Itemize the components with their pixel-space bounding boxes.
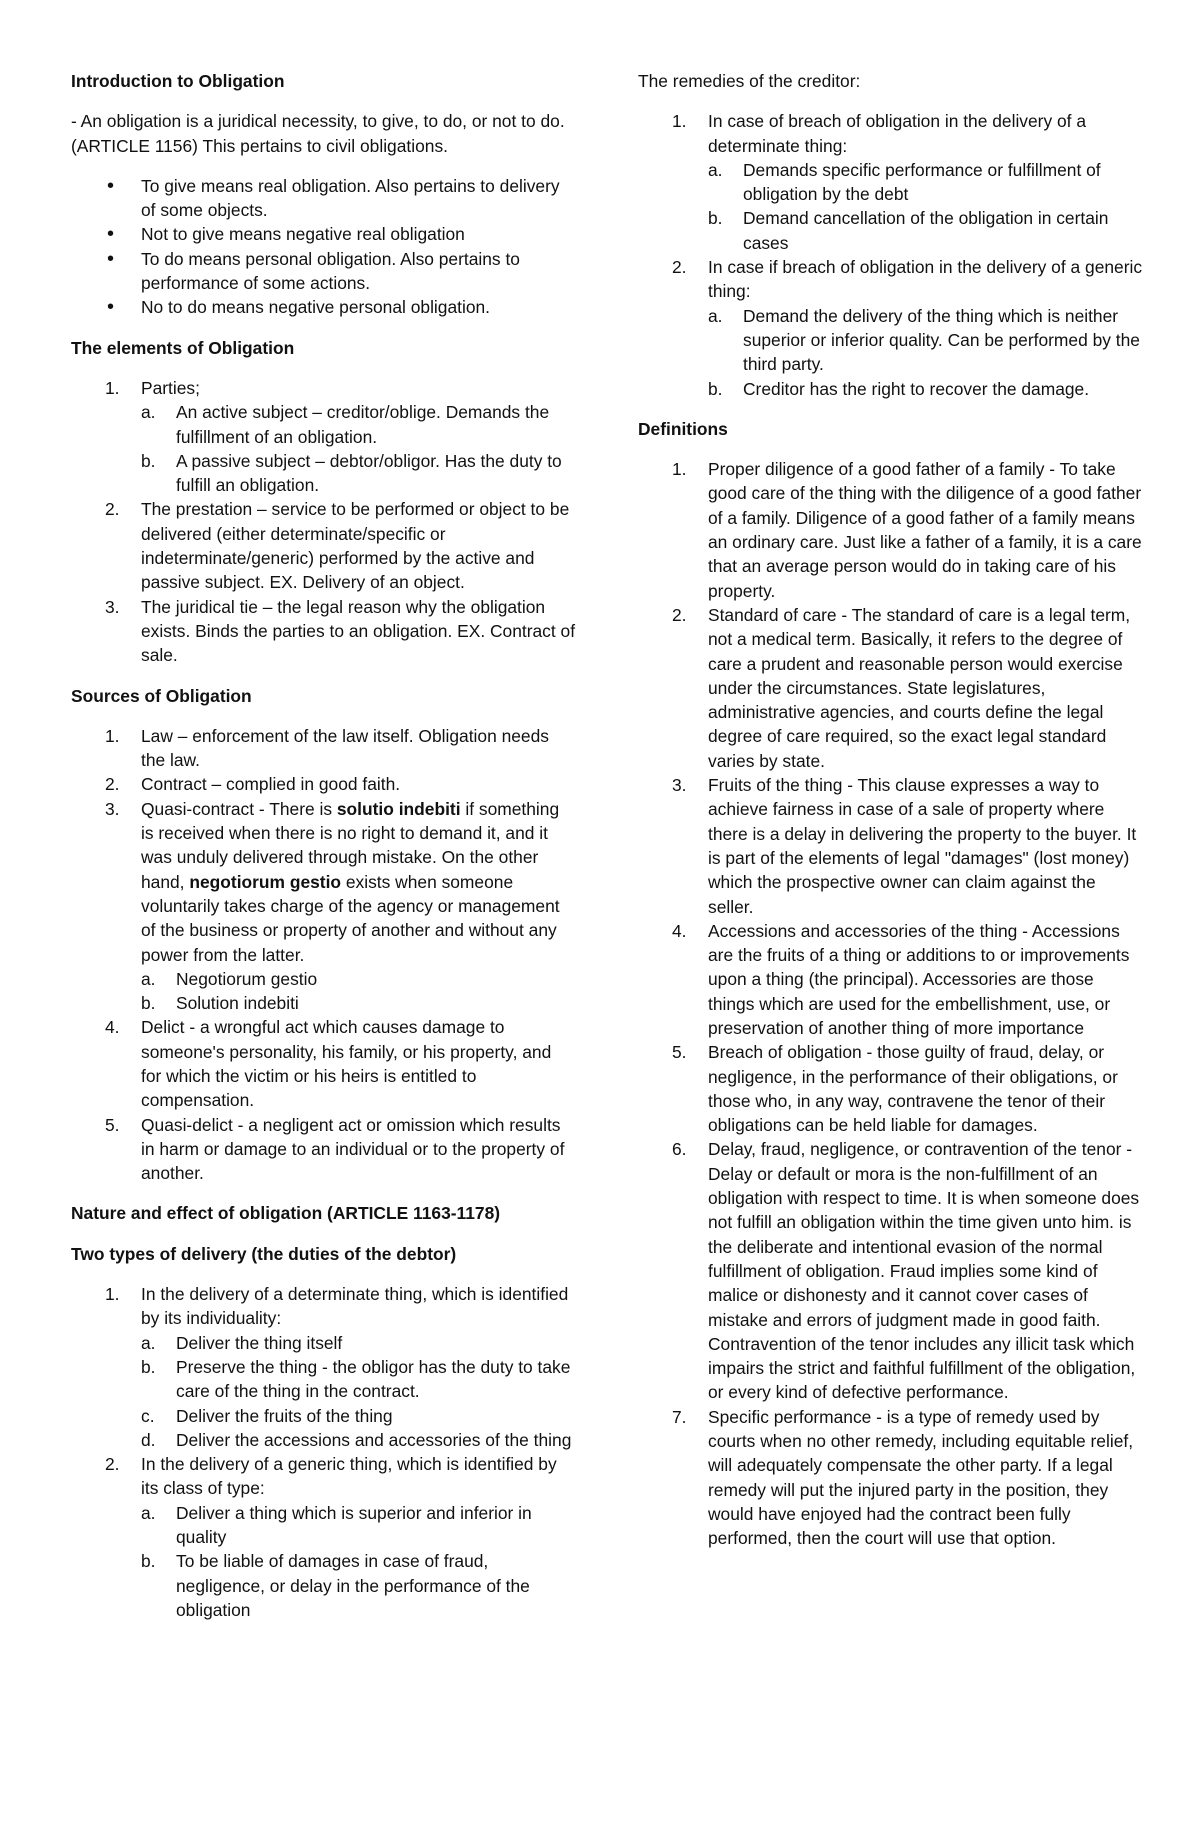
- sub-list-item: [141, 967, 576, 991]
- list-marker: b.: [708, 208, 723, 229]
- list-marker: d.: [141, 1429, 156, 1450]
- sub-list-item: [708, 206, 1143, 255]
- list-marker: 4.: [105, 1017, 120, 1038]
- remedies-intro: The remedies of the creditor:: [638, 71, 861, 91]
- list-item: [672, 773, 1143, 919]
- list-item-text: Demands specific performance or fulfillment of obligation by the debt: [743, 159, 1101, 205]
- list-item-text: Deliver the thing itself: [176, 1332, 343, 1353]
- heading-elements: The elements of Obligation: [71, 337, 295, 358]
- list-marker: 3.: [105, 798, 120, 819]
- list-marker: 2.: [105, 1454, 120, 1475]
- list-marker: 1.: [105, 1284, 120, 1305]
- list-item-text: Quasi-delict - a negligent act or omission which results in harm or damage to an individual or to the property of another.: [141, 1114, 565, 1184]
- sub-list: [708, 158, 1143, 255]
- elements-list: [71, 376, 576, 668]
- sub-list-item: [708, 377, 1143, 401]
- list-marker: 1.: [672, 459, 687, 480]
- list-item-text: Accessions and accessories of the thing - Accessions are the fruits of a thing or additions to or improvements upon a thing (the principal). Accessories are those things which are used for the embellishment, use, or preservation of another thing of more importance: [708, 920, 1130, 1038]
- list-marker: a.: [141, 402, 156, 423]
- sub-list-item: [141, 1331, 576, 1355]
- list-item: [672, 457, 1143, 603]
- list-item-text: Negotiorum gestio: [176, 968, 318, 989]
- sub-list-item: [708, 304, 1143, 377]
- list-item-text: In the delivery of a determinate thing, which is identified by its individuality:: [141, 1284, 569, 1329]
- list-item-text: Demand the delivery of the thing which is neither superior or inferior quality. Can be performed by the third party.: [743, 305, 1140, 375]
- list-item: [672, 109, 1143, 255]
- list-marker: b.: [708, 378, 723, 399]
- list-item: [672, 919, 1143, 1040]
- list-marker: b.: [141, 993, 156, 1014]
- list-marker: c.: [141, 1405, 155, 1426]
- heading-sources: Sources of Obligation: [71, 685, 252, 706]
- list-item-text: The prestation – service to be performed or object to be delivered (either determinate/specific or indeterminate/generic) performed by the active and passive subject. EX. Delivery of an object.: [141, 499, 570, 593]
- list-item-text: Parties;: [141, 377, 200, 398]
- list-item: [105, 772, 576, 796]
- list-marker: b.: [141, 1551, 156, 1572]
- list-item-text: Specific performance - is a type of remedy used by courts when no other remedy, including equitable relief, will adequately compensate the other party. If a legal remedy will put the injured party in the position, they would have enjoyed had the contract been fully performed, then the court will use that option.: [708, 1406, 1134, 1549]
- list-item: [672, 603, 1143, 773]
- list-item-text: In the delivery of a generic thing, which is identified by its class of type:: [141, 1454, 557, 1499]
- list-marker: 1.: [105, 725, 120, 746]
- sub-list-item: [141, 1404, 576, 1428]
- list-item: [672, 1405, 1143, 1551]
- list-item: • Not to give means negative real obligation: [141, 222, 576, 246]
- list-marker: a.: [708, 305, 723, 326]
- list-item-text: Deliver the fruits of the thing: [176, 1405, 393, 1426]
- list-marker: 5.: [672, 1042, 687, 1063]
- heading-delivery-types: Two types of delivery (the duties of the debtor): [71, 1243, 457, 1264]
- list-item: • No to do means negative personal obligation.: [141, 295, 576, 319]
- list-item-text: Standard of care - The standard of care is a legal term, not a medical term. Basically, it refers to the degree of care a prudent and reasonable person would exercise under the circumstances. State legislatures, administrative agencies, and courts define the legal degree of care required, so the exact legal standard varies by state.: [708, 604, 1131, 771]
- sub-list-item: [141, 449, 576, 498]
- list-marker: 1.: [105, 377, 120, 398]
- sub-list: [141, 400, 576, 497]
- list-item-text: Quasi-contract - There is: [141, 798, 337, 819]
- list-marker: 2.: [672, 604, 687, 625]
- list-item-text: Fruits of the thing - This clause expresses a way to achieve fairness in case of a sale of property where there is a delay in delivering the property to the buyer. It is part of the elements of legal "damages" (lost money) which the prospective owner can claim against the seller.: [708, 775, 1137, 917]
- sources-list: [71, 724, 576, 1186]
- list-item: [105, 1015, 576, 1112]
- list-marker: a.: [708, 159, 723, 180]
- list-marker: 3.: [105, 596, 120, 617]
- list-item-text: Delay, fraud, negligence, or contravention of the tenor - Delay or default or mora is the non-fulfillment of an obligation with respect to time. It is when someone does not fulfill an obligation within the time given unto him. is the deliberate and intentional evasion of the normal fulfillment of obligation. Fraud implies some kind of malice or dishonesty and it cannot cover cases of mistake and errors of judgment made in good faith. Contravention of the tenor includes any illicit task which impairs the strict and faithful fulfillment of the obligation, or every kind of defective performance.: [708, 1139, 1140, 1403]
- left-column: [71, 69, 576, 1638]
- list-marker: 2.: [105, 499, 120, 520]
- list-item: [672, 1137, 1143, 1404]
- sub-list: [708, 304, 1143, 401]
- list-marker: 2.: [672, 257, 687, 278]
- remedies-list: [638, 109, 1143, 401]
- list-item-text: Contract – complied in good faith.: [141, 774, 401, 795]
- sub-list-item: [141, 1549, 576, 1622]
- list-marker: 3.: [672, 775, 687, 796]
- list-item-text: if something is received when there is no right to demand it, and it was unduly delivered through mistake. On the other hand,: [141, 798, 560, 892]
- sub-list-item: [141, 1428, 576, 1452]
- list-marker: 4.: [672, 920, 687, 941]
- sub-list-item: [141, 1355, 576, 1404]
- list-item-text: Deliver a thing which is superior and inferior in quality: [176, 1502, 532, 1548]
- list-item-text: Deliver the accessions and accessories of the thing: [176, 1429, 572, 1450]
- list-item-text: Breach of obligation - those guilty of fraud, delay, or negligence, in the performance of their obligations, or those who, in any way, contravene the tenor of their obligations can be held liable for damages.: [708, 1042, 1118, 1136]
- list-marker: b.: [141, 1356, 156, 1377]
- list-marker: 6.: [672, 1139, 687, 1160]
- list-item-text: An active subject – creditor/oblige. Demands the fulfillment of an obligation.: [176, 402, 550, 447]
- list-item: [105, 797, 576, 1016]
- list-item: [672, 255, 1143, 401]
- heading-nature-effect: Nature and effect of obligation (ARTICLE 1163-1178): [71, 1203, 501, 1224]
- list-item: [672, 1040, 1143, 1137]
- list-item-text: The juridical tie – the legal reason why the obligation exists. Binds the parties to an obligation. EX. Contract of sale.: [141, 596, 576, 666]
- term-negotiorum-gestio: negotiorum gestio: [189, 871, 342, 892]
- sub-list: [141, 1501, 576, 1622]
- list-item: [105, 1113, 576, 1186]
- list-marker: a.: [141, 1332, 156, 1353]
- sub-list: [141, 1331, 576, 1452]
- list-item-text: Delict - a wrongful act which causes damage to someone's personality, his family, or his property, and for which the victim or his heirs is entitled to compensation.: [141, 1017, 552, 1111]
- list-item: [105, 1452, 576, 1622]
- sub-list-item: [708, 158, 1143, 207]
- sub-list-item: [141, 400, 576, 449]
- list-item-text: A passive subject – debtor/obligor. Has the duty to fulfill an obligation.: [176, 450, 562, 496]
- sub-list-item: [141, 1501, 576, 1550]
- list-item-text: Law – enforcement of the law itself. Obligation needs the law.: [141, 725, 549, 771]
- sub-list: [141, 967, 576, 1016]
- list-marker: 1.: [672, 111, 687, 132]
- list-item-text: exists when someone voluntarily takes charge of the agency or management of the business or property of another and without any power from the latter.: [141, 871, 560, 965]
- list-item: [105, 724, 576, 773]
- list-marker: 5.: [105, 1114, 120, 1135]
- list-item-text: In case of breach of obligation in the delivery of a determinate thing:: [708, 111, 1087, 156]
- list-marker: 7.: [672, 1406, 687, 1427]
- list-item: [105, 1282, 576, 1452]
- sub-list-item: [141, 991, 576, 1015]
- list-item-text: To be liable of damages in case of fraud, negligence, or delay in the performance of the obligation: [176, 1551, 530, 1620]
- list-item: • To do means personal obligation. Also pertains to performance of some actions.: [141, 247, 576, 296]
- intro-paragraph: - An obligation is a juridical necessity, to give, to do, or not to do. (ARTICLE 1156) This pertains to civil obligations.: [71, 111, 565, 156]
- list-item-text: Demand cancellation of the obligation in certain cases: [743, 208, 1109, 253]
- heading-definitions: Definitions: [638, 418, 728, 439]
- definitions-list: [638, 457, 1143, 1550]
- list-marker: 2.: [105, 774, 120, 795]
- list-item-text: In case if breach of obligation in the delivery of a generic thing:: [708, 257, 1143, 302]
- list-item-text: Solution indebiti: [176, 993, 299, 1014]
- intro-bullet-list: [71, 174, 576, 320]
- right-column: [638, 69, 1143, 1567]
- list-item: [105, 376, 576, 497]
- term-solutio-indebiti: solutio indebiti: [336, 798, 461, 819]
- list-item: [105, 497, 576, 594]
- list-item-text: Preserve the thing - the obligor has the duty to take care of the thing in the contract.: [176, 1356, 571, 1402]
- list-marker: a.: [141, 1502, 156, 1523]
- list-item-text: Proper diligence of a good father of a family - To take good care of the thing with the diligence of a good father of a family. Diligence of a good father of a family means an ordinary care. Just like a father of a family, it is a care that an average person would do in taking care of his property.: [708, 459, 1142, 601]
- list-item-text: Creditor has the right to recover the damage.: [743, 378, 1090, 399]
- heading-introduction: Introduction to Obligation: [71, 71, 285, 91]
- list-marker: b.: [141, 450, 156, 471]
- list-item: • To give means real obligation. Also pertains to delivery of some objects.: [141, 174, 576, 223]
- delivery-list: [71, 1282, 576, 1622]
- list-marker: a.: [141, 968, 156, 989]
- list-item: [105, 595, 576, 668]
